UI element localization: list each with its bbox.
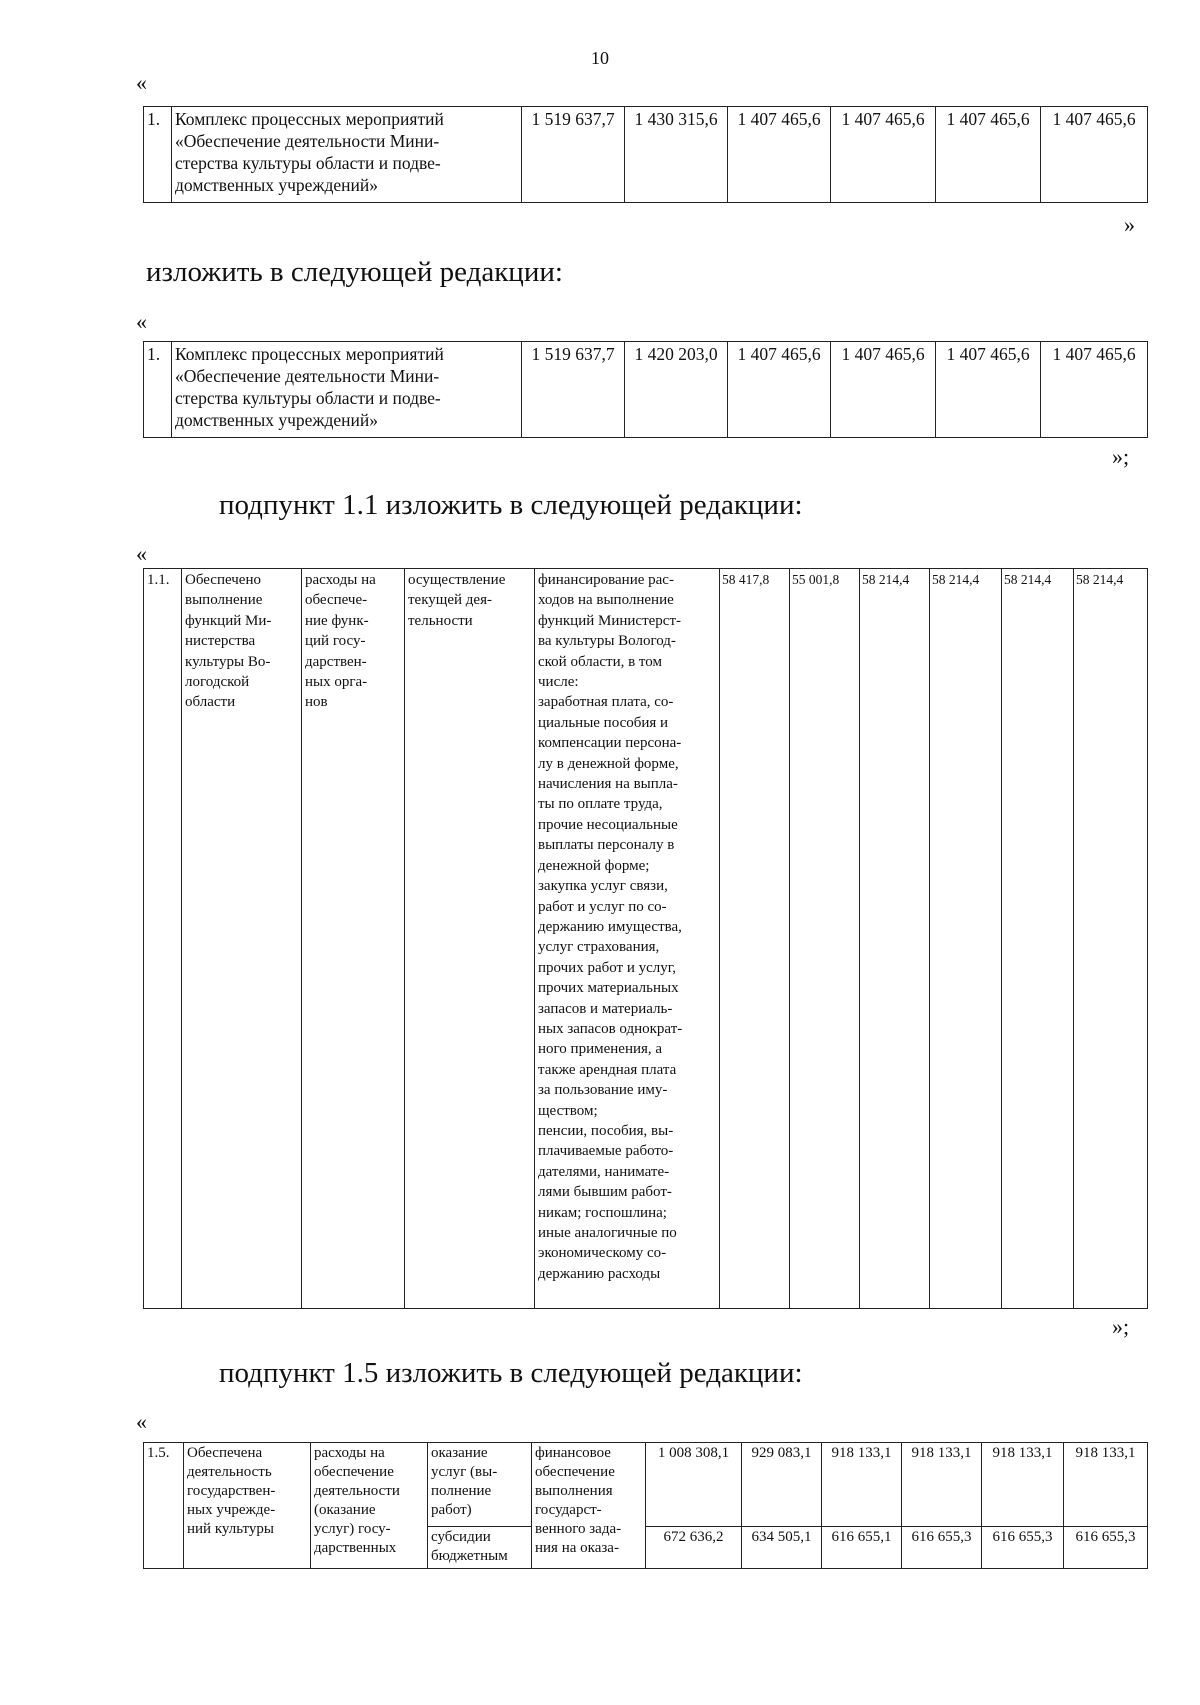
description-cell: финансовое обеспечение выполнения государст- венного зада- ния на оказа-	[532, 1443, 646, 1569]
value-cell: 58 214,4	[930, 569, 1002, 1309]
heading-new-wording: изложить в следующей редакции:	[146, 256, 563, 288]
value-cell: 1 407 465,6	[936, 342, 1041, 438]
value-cell: 1 008 308,1	[646, 1443, 742, 1527]
value-cell: 58 214,4	[860, 569, 930, 1309]
value-cell: 1 407 465,6	[831, 342, 936, 438]
value-cell: 616 655,3	[902, 1527, 982, 1569]
row-number: 1.	[144, 342, 172, 438]
page-number: 10	[591, 48, 609, 68]
value-cell: 55 001,8	[790, 569, 860, 1309]
row-name: Комплекс процессных мероприятий «Обеспечение деятельности Мини- стерства культуры области и подве- домственных учреждений»	[172, 107, 522, 203]
value-cell: 1 420 203,0	[625, 342, 728, 438]
expense-type-cell: расходы на обеспече- ние функ- ций госу- дарствен- ных орга- нов	[302, 569, 405, 1309]
value-cell: 918 133,1	[1064, 1443, 1148, 1527]
row-number: 1.5.	[144, 1443, 184, 1569]
activity-cell: субсидии бюджетным	[428, 1527, 532, 1569]
open-quote: «	[136, 309, 147, 334]
value-cell: 1 407 465,6	[1041, 342, 1148, 438]
subitem-1-5-table	[143, 1442, 1148, 1569]
expense-type-cell: расходы на обеспечение деятельности (оказание услуг) госу- дарственных	[311, 1443, 428, 1569]
heading-subitem-1-1: подпункт 1.1 изложить в следующей редакции:	[219, 489, 803, 521]
value-cell: 616 655,1	[822, 1527, 902, 1569]
close-quote-semicolon: »;	[1112, 444, 1130, 469]
open-quote: «	[136, 70, 147, 95]
value-cell: 1 407 465,6	[936, 107, 1041, 203]
close-quote-semicolon: »;	[1112, 1314, 1130, 1339]
activity-cell: оказание услуг (вы- полнение работ)	[428, 1443, 532, 1527]
value-cell: 1 430 315,6	[625, 107, 728, 203]
value-cell: 1 519 637,7	[522, 107, 625, 203]
row-name: Комплекс процессных мероприятий «Обеспечение деятельности Мини- стерства культуры области и подве- домственных учреждений»	[172, 342, 522, 438]
value-cell: 58 214,4	[1002, 569, 1074, 1309]
subitem-1-1-table	[143, 568, 1148, 1309]
close-quote: »	[1124, 212, 1135, 237]
new-table	[143, 341, 1148, 438]
value-cell: 929 083,1	[742, 1443, 822, 1527]
value-cell: 1 407 465,6	[728, 107, 831, 203]
activity-cell: осуществление текущей дея- тельности	[405, 569, 535, 1309]
value-cell: 58 214,4	[1074, 569, 1148, 1309]
row-number: 1.	[144, 107, 172, 203]
heading-subitem-1-5: подпункт 1.5 изложить в следующей редакции:	[219, 1357, 803, 1389]
value-cell: 58 417,8	[720, 569, 790, 1309]
value-cell: 1 407 465,6	[1041, 107, 1148, 203]
description-cell: финансирование рас- ходов на выполнение функций Министерст- ва культуры Вологод- ской области, в том числе: заработная плата, со- циальные пособия и компенсации персона- лу в денежной форме, начисления на выпла- ты по оплате труда, прочие несоциальные выплаты персоналу в денежной форме; закупка услуг связи, работ и услуг по со- держанию имущества, услуг страхования, прочих работ и услуг, прочих материальных запасов и материаль- ных запасов однократ- ного применения, а также арендная плата за пользование иму- ществом; пенсии, пособия, вы- плачиваемые работо- дателями, нанимате- лями бывшим работ- никам; госпошлина; иные аналогичные по экономическому со- держанию расходы	[535, 569, 720, 1309]
row-number: 1.1.	[144, 569, 182, 1309]
value-cell: 918 133,1	[902, 1443, 982, 1527]
value-cell: 918 133,1	[822, 1443, 902, 1527]
value-cell: 1 407 465,6	[728, 342, 831, 438]
old-table	[143, 106, 1148, 203]
goal-cell: Обеспечена деятельность государствен- ных учрежде- ний культуры	[184, 1443, 311, 1569]
value-cell: 634 505,1	[742, 1527, 822, 1569]
value-cell: 616 655,3	[982, 1527, 1064, 1569]
value-cell: 616 655,3	[1064, 1527, 1148, 1569]
value-cell: 918 133,1	[982, 1443, 1064, 1527]
value-cell: 1 407 465,6	[831, 107, 936, 203]
goal-cell: Обеспечено выполнение функций Ми- нистерства культуры Во- логодской области	[182, 569, 302, 1309]
open-quote: «	[136, 1409, 147, 1434]
value-cell: 1 519 637,7	[522, 342, 625, 438]
value-cell: 672 636,2	[646, 1527, 742, 1569]
open-quote: «	[136, 541, 147, 566]
